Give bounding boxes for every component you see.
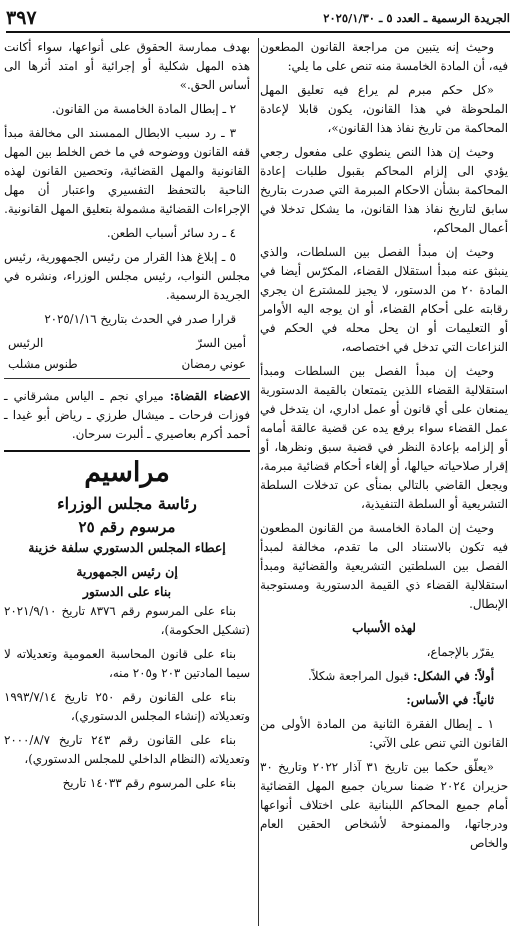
preamble-item: بناء على قانون المحاسبة العمومية وتعديلاته لا سيما المادتين ٢٠٣ و٢٠٥ منه، [4,647,250,680]
gazette-title: الجريدة الرسمية ـ العدد ٥ ـ ٢٠٢٥/١/٣٠ [323,11,510,25]
left-column [4,38,250,798]
ruling-form [260,667,508,686]
page-header [6,6,510,30]
members-names: ميراي نجم ـ الياس مشرقاني ـ فوزات فرحات ـ ميشال طرزي ـ رياض أبو غيدا ـ أحمد أكرم بعاصيري ـ ألبرت سرحان. [4,389,250,441]
signature-names [4,355,250,374]
preamble-item: بناء على المرسوم رقم ٨٣٧٦ تاريخ ٢٠٢١/٩/١٠ (تشكيل الحكومة)، [4,604,250,637]
section-title-decrees: مراسيم [84,457,170,488]
section-divider [4,450,250,452]
pm-heading: رئاسة مجلس الوزراء [57,494,197,513]
decision-date: قرارا صدر في الحدث بتاريخ ٢٠٢٥/١/١٦ [44,312,236,326]
paragraph: وحيث إن المادة الخامسة من القانون المطعون فيه تكون بالاستناد الى ما تقدم، مخالفة لمبدأ الفصل بين السلطتين التشريعية والقضائية ومبدأ استقلالية القضاء ذي القيمة الدستورية ومستوجبة الإبطال. [260,521,508,611]
members-label: الاعضاء القضاة: [169,389,250,403]
header-rule [6,31,510,33]
secretary-role: أمين السرّ [196,336,246,350]
secretary-name: عوني رمضان [181,357,246,371]
decree-subject: إعطاء المجلس الدستوري سلفة خزينة [28,540,226,555]
ruling-form-label: أولاً: في الشكل: [413,669,494,683]
preamble-item: بناء على المرسوم رقم ١٤٠٣٣ تاريخ [62,776,236,790]
column-divider [258,38,259,926]
ruling-form-text: قبول المراجعة شكلاً. [307,669,414,683]
decree-number: مرسوم رقم ٢٥ [78,518,176,536]
paragraph: وحيث إن مبدأ الفصل بين السلطات، والذي ينبثق عنه مبدأ استقلال القضاء، المكرّس أيضا في المادة ٢٠ من الدستور، لا يجيز للمشترع ان يجري رقابته على أحكام القضاء، أو ان يوجه اليه الأوامر أو التعليمات أو ان يحل محله في الحكم في النزاعات التي تدخل في اختصاصه، [260,245,508,354]
quoted-article: «كل حكم مبرم لم يراع فيه تعليق المهل الملحوظة في هذا القانون، يكون قابلا لإعادة المحاكمة من تاريخ نفاذ هذا القانون»، [260,83,508,135]
ruling-item-5: ٥ ـ إبلاغ هذا القرار من رئيس الجمهورية، رئيس مجلس النواب، رئيس مجلس الوزراء، ونشره في الجريدة الرسمية. [4,250,250,302]
unanimous-decision: يقرّر بالإجماع، [426,645,494,659]
ruling-substance-label: ثانياً: في الأساس: [406,693,494,707]
president-heading: إن رئيس الجمهورية [76,564,178,579]
right-column [260,38,508,858]
quote-continuation: بهدف ممارسة الحقوق على أنواعها، سواء أكانت هذه المهل شكلية أو إجرائية أو امتد أثرها الى أساس الحق.» [4,40,250,92]
members-list [4,387,250,444]
ruling-item-2: ٢ ـ إبطال المادة الخامسة من القانون. [51,102,236,116]
reasons-heading: لهذه الأسباب [352,621,416,635]
ruling-item-4: ٤ ـ رد سائر أسباب الطعن. [106,226,236,240]
ruling-item-1-quote: «يعلّق حكما بين تاريخ ٣١ آذار ٢٠٢٢ وتاريخ ٣٠ حزيران ٢٠٢٤ ضمنا سريان جميع المهل القضائية أمام جميع المحاكم اللبنانية على اختلاف أنواعها ودرجاتها، والممنوحة لأشخاص الحقين العام والخاص [260,760,508,850]
paragraph: وحيث إنه يتبين من مراجعة القانون المطعون فيه، أن المادة الخامسة منه تنص على ما يلي: [260,40,508,73]
paragraph: وحيث إن مبدأ الفصل بين السلطات ومبدأ استقلالية القضاء اللذين يتمتعان بالقيمة الدستورية يمنعان على أي قانون أو عمل اداري، ان يتدخل في عمل القضاء سواء برفع يده عن قضية عالقة أمامه أو إلزامه بإعادة النظر في قضية سبق ونظرها، أو إقرار صلاحياته حيالها، أو إلغاء أحكام قضائية مبرمة، ويجعل القاضي بالتالي بمنأى عن تدخلات السلطة التشريعية أو السلطة التنفيذية، [260,364,508,511]
ruling-item-3: ٣ ـ رد سبب الابطال الممسند الى مخالفة مبدأ قفه القانون ووضوحه في ما خص الخلط بين المهل القانونية والمهل القضائية، وتحصين القانون لهذه الناحية بالتحفظ التفسيري واعتبار أن مهل الإجراءات القضائية مشمولة بتعليق المهل القانونية. [4,126,250,216]
based-on-constitution: بناء على الدستور [82,584,172,599]
ruling-item-1: ١ ـ إبطال الفقرة الثانية من المادة الأولى من القانون التي تنص على الآتي: [260,717,508,750]
president-role: الرئيس [8,336,44,350]
divider [4,378,250,379]
paragraph: وحيث إن هذا النص ينطوي على مفعول رجعي يؤدي الى إلزام المحاكم بقبول طلبات إعادة المحاكمة بشأن الاحكام المبرمة التي صدرت بتاريخ سابق لتاريخ نفاذ هذا القانون، ما يشكل تدخلا في أعمال المحاكم، [260,145,508,235]
preamble-item: بناء على القانون رقم ٢٤٣ تاريخ ٢٠٠٠/٨/٧ وتعديلاته (النظام الداخلي للمجلس الدستوري)، [4,733,250,766]
preamble-item: بناء على القانون رقم ٢٥٠ تاريخ ١٩٩٣/٧/١٤ وتعديلاته (إنشاء المجلس الدستوري)، [4,690,250,723]
signature-roles [4,334,250,353]
page-number: ٣٩٧ [6,7,37,29]
president-name: طنوس مشلب [8,357,78,371]
